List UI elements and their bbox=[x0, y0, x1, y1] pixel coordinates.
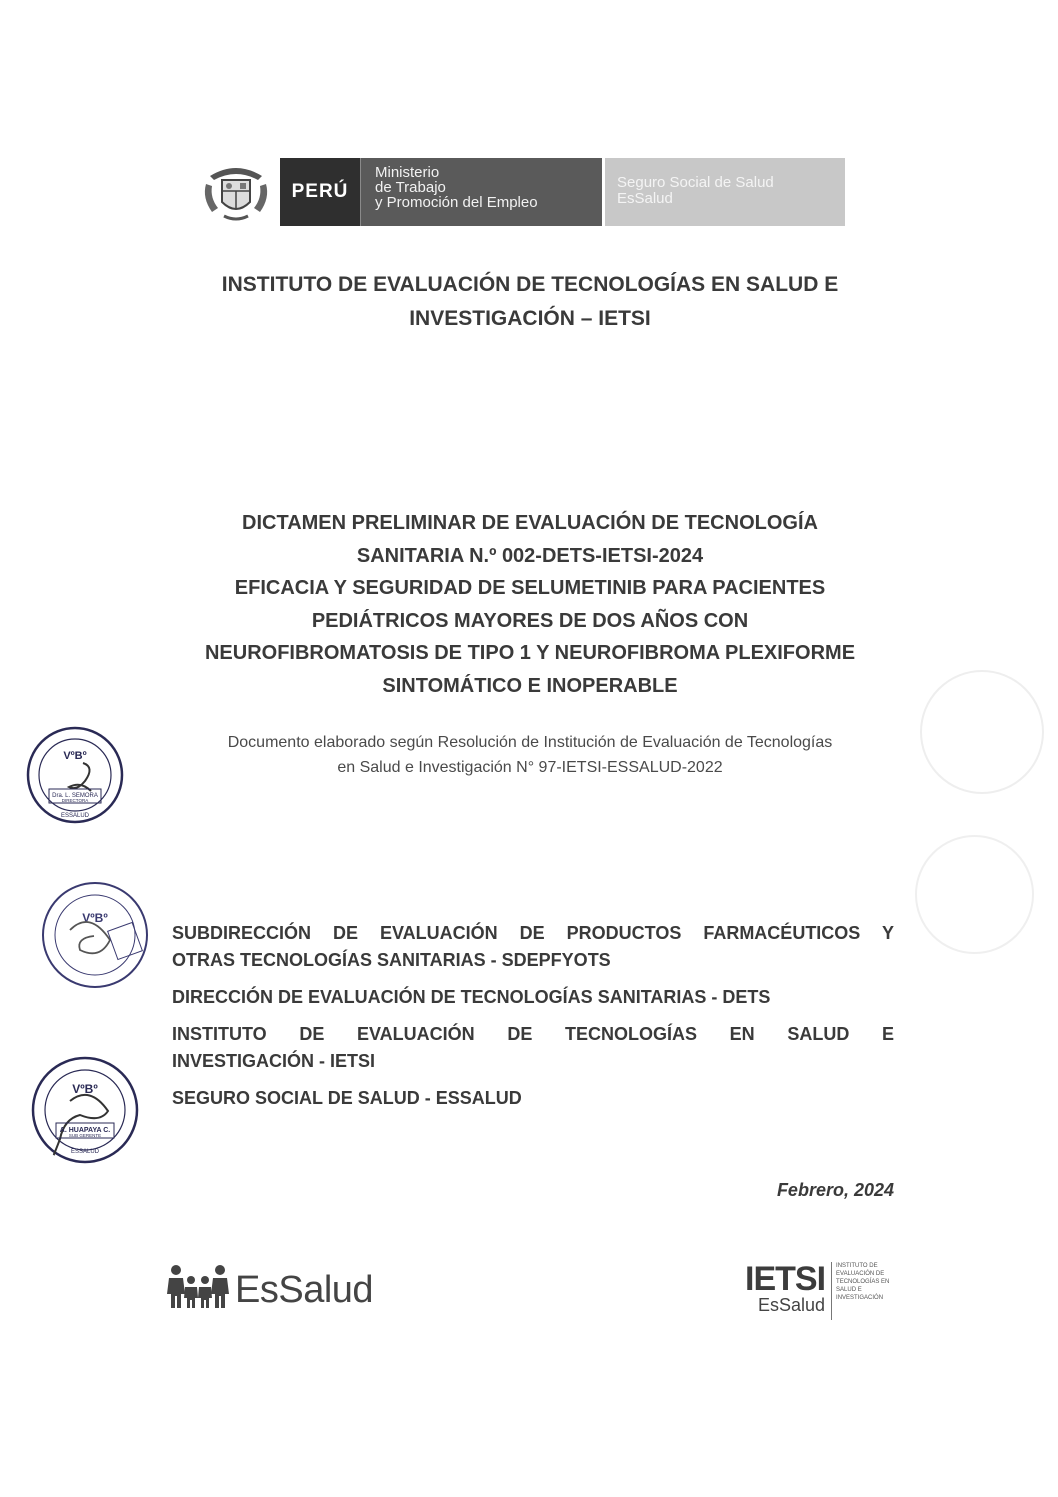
org-direccion bbox=[172, 984, 894, 1011]
dictamen-line-3: EFICACIA Y SEGURIDAD DE SELUMETINIB PARA PACIENTES bbox=[234, 577, 826, 599]
vobo-stamp-subdireccion bbox=[40, 880, 150, 990]
stamp-3-vobo: VºBº bbox=[72, 1082, 98, 1096]
vobo-stamp-directora bbox=[25, 725, 125, 825]
essalud-header-label bbox=[605, 158, 845, 226]
dictamen-line-2: SANITARIA N.º 002-DETS-IETSI-2024 bbox=[356, 544, 704, 567]
essalud-wordmark: EsSalud bbox=[235, 1269, 374, 1311]
stamp-1-name: Dra. L. SEMORA bbox=[52, 793, 98, 799]
ietsi-wordmark: IETSI bbox=[745, 1260, 826, 1298]
ietsi-essalud-wordmark: EsSalud bbox=[757, 1295, 826, 1315]
org-subdireccion bbox=[172, 920, 894, 974]
ministry-label bbox=[360, 158, 602, 226]
org-instituto-line-2: INVESTIGACIÓN - IETSI bbox=[172, 1051, 376, 1071]
institute-title bbox=[150, 268, 910, 336]
document-note-line-2: en Salud e Investigación N° 97-IETSI-ESSALUD-2022 bbox=[337, 759, 723, 776]
org-seguro bbox=[172, 1085, 894, 1112]
organizations-block bbox=[172, 920, 894, 1122]
peru-label: PERÚ bbox=[280, 158, 360, 226]
essalud-header-line-1: Seguro Social de Salud bbox=[617, 174, 774, 191]
faint-seal-right-lower bbox=[915, 835, 1034, 954]
essalud-logo bbox=[165, 1262, 373, 1310]
stamp-3-org: ESSALUD bbox=[70, 1149, 100, 1155]
org-seguro-line: SEGURO SOCIAL DE SALUD - ESSALUD bbox=[172, 1088, 522, 1108]
stamp-3-role: SUB GERENTE bbox=[68, 1133, 102, 1138]
stamp-1-vobo: VºBº bbox=[63, 750, 87, 762]
dictamen-line-5: NEUROFIBROMATOSIS DE TIPO 1 Y NEUROFIBROMA PLEXIFORME bbox=[204, 642, 856, 664]
org-subdireccion-line-1: SUBDIRECCIÓN DE EVALUACIÓN DE PRODUCTOS FARMACÉUTICOS Y bbox=[172, 923, 894, 943]
institute-title-line-2: INVESTIGACIÓN – IETSI bbox=[409, 307, 651, 330]
ministry-line-2: de Trabajo bbox=[375, 179, 446, 196]
dictamen-line-1: DICTAMEN PRELIMINAR DE EVALUACIÓN DE TECNOLOGÍA bbox=[242, 512, 818, 534]
stamp-1-org: ESSALUD bbox=[60, 813, 90, 819]
essalud-family-icon bbox=[165, 1262, 231, 1310]
essalud-header-line-2: EsSalud bbox=[617, 190, 673, 207]
vobo-stamp-subgerente bbox=[30, 1055, 140, 1165]
org-instituto-line-1: INSTITUTO DE EVALUACIÓN DE TECNOLOGÍAS EN SALUD E bbox=[172, 1024, 894, 1044]
dictamen-title bbox=[140, 507, 920, 702]
org-subdireccion-line-2: OTRAS TECNOLOGÍAS SANITARIAS - SDEPFYOTS bbox=[172, 950, 611, 970]
stamp-2-vobo: VºBº bbox=[82, 911, 108, 925]
faint-seal-right-upper bbox=[920, 670, 1044, 794]
org-direccion-line: DIRECCIÓN DE EVALUACIÓN DE TECNOLOGÍAS SANITARIAS - DETS bbox=[172, 987, 771, 1007]
ietsi-logo bbox=[745, 1262, 892, 1320]
header-banner bbox=[200, 158, 845, 226]
ietsi-description: INSTITUTO DE EVALUACIÓN DE TECNOLOGÍAS EN SALUD E INVESTIGACIÓN bbox=[831, 1262, 892, 1320]
peru-coat-of-arms-icon bbox=[200, 158, 272, 226]
stamp-1-role: DIRECTORA bbox=[61, 798, 89, 803]
document-date: Febrero, 2024 bbox=[776, 1180, 894, 1200]
org-instituto bbox=[172, 1021, 894, 1075]
document-note-line-1: Documento elaborado según Resolución de Institución de Evaluación de Tecnologías bbox=[227, 734, 833, 751]
dictamen-line-4: PEDIÁTRICOS MAYORES DE DOS AÑOS CON bbox=[311, 609, 749, 632]
ministry-line-1: Ministerio bbox=[375, 164, 440, 181]
stamp-3-name: A. HUAPAYA C. bbox=[59, 1127, 111, 1134]
dictamen-line-6: SINTOMÁTICO E INOPERABLE bbox=[382, 674, 678, 697]
ministry-line-3: y Promoción del Empleo bbox=[375, 194, 538, 211]
document-note bbox=[150, 730, 910, 780]
institute-title-line-1: INSTITUTO DE EVALUACIÓN DE TECNOLOGÍAS EN SALUD E bbox=[221, 273, 839, 296]
